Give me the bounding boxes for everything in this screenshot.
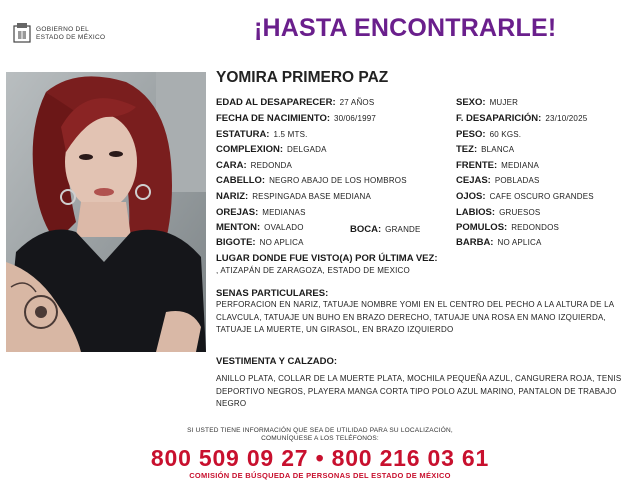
- field-label: CEJAS:: [456, 175, 491, 186]
- field-value: 1.5 MTS.: [273, 130, 308, 139]
- field-labios: [456, 206, 540, 219]
- field-label: POMULOS:: [456, 222, 508, 233]
- field-label: NARIZ:: [216, 191, 249, 202]
- field-value: MEDIANAS: [262, 208, 306, 217]
- field-value: POBLADAS: [494, 176, 540, 185]
- field-pomulos: [456, 221, 559, 234]
- phone-numbers[interactable]: 800 509 09 27 • 800 216 03 61: [150, 445, 490, 471]
- field-menton: [216, 221, 304, 234]
- field-label: FECHA DE NACIMIENTO:: [216, 113, 330, 124]
- field-label: PESO:: [456, 129, 486, 140]
- person-name: YOMIRA PRIMERO PAZ: [216, 69, 389, 86]
- field-fecha-nacimiento: [216, 112, 376, 125]
- field-ojos: [456, 190, 594, 203]
- field-value: NO APLICA: [259, 238, 304, 247]
- field-value: MEDIANA: [501, 161, 540, 170]
- field-barba: [456, 236, 542, 249]
- field-value: NO APLICA: [497, 238, 542, 247]
- field-value: 23/10/2025: [545, 114, 588, 123]
- field-estatura: [216, 128, 308, 141]
- field-value: GRANDE: [385, 225, 421, 234]
- field-nariz: [216, 190, 371, 203]
- government-logo: [12, 22, 122, 46]
- field-label: BARBA:: [456, 237, 494, 248]
- field-cejas: [456, 174, 540, 187]
- contact-note-line-1: SI USTED TIENE INFORMACIÓN QUE SEA DE UTILIDAD PARA SU LOCALIZACIÓN,: [187, 427, 453, 434]
- field-label: EDAD AL DESAPARECER:: [216, 97, 336, 108]
- field-value: REDONDOS: [511, 223, 560, 232]
- field-value: MUJER: [489, 98, 519, 107]
- field-complexion: [216, 143, 327, 156]
- footer-organization: COMISIÓN DE BÚSQUEDA DE PERSONAS DEL ESTADO DE MÉXICO: [189, 471, 451, 480]
- last-seen-text: , ATIZAPÁN DE ZARAGOZA, ESTADO DE MEXICO: [216, 266, 410, 275]
- state-seal-icon: [12, 22, 32, 44]
- clothing-text: ANILLO PLATA, COLLAR DE LA MUERTE PLATA, MOCHILA PEQUEÑA AZUL, CANGURERA ROJA, TENIS DEPORTIVO NEGROS, PLAYERA MANGA CORTA TIPO POLO AZUL MARINO, PANTALON DE TRABAJO NEGRO: [216, 374, 622, 408]
- field-label: FRENTE:: [456, 160, 498, 171]
- field-bigote: [216, 236, 304, 249]
- clothing-title: VESTIMENTA Y CALZADO:: [216, 356, 338, 367]
- field-label: CARA:: [216, 160, 247, 171]
- last-seen-title: LUGAR DONDE FUE VISTO(A) POR ÚLTIMA VEZ:: [216, 253, 438, 264]
- field-boca: [350, 223, 421, 236]
- headline: ¡HASTA ENCONTRARLE!: [254, 14, 557, 42]
- particulars-text: PERFORACION EN NARIZ, TATUAJE NOMBRE YOMI EN EL CENTRO DEL PECHO A LA ALTURA DE LA CLAVCULA, TATUAJE UN BUHO EN BRAZO DERECHO, TATUAJE UNA ROSA EN MANO IZQUIERDA, TATUAJE LA MUERTE, UN GIRASOL, EN BRAZO IZQUIERDO: [216, 300, 614, 334]
- field-edad: [216, 96, 374, 109]
- field-frente: [456, 159, 539, 172]
- field-cara: [216, 159, 292, 172]
- gov-line-2: ESTADO DE MÉXICO: [36, 34, 106, 41]
- field-value: BLANCA: [481, 145, 515, 154]
- field-peso: [456, 128, 521, 141]
- field-label: LABIOS:: [456, 207, 496, 218]
- field-value: RESPINGADA BASE MEDIANA: [252, 192, 372, 201]
- particulars-title: SENAS PARTICULARES:: [216, 288, 329, 299]
- field-orejas: [216, 206, 306, 219]
- contact-note-line-2: COMUNÍQUESE A LOS TELÉFONOS:: [261, 435, 379, 442]
- field-tez: [456, 143, 514, 156]
- gov-line-1: GOBIERNO DEL: [36, 26, 90, 33]
- field-value: DELGADA: [287, 145, 327, 154]
- field-value: CAFE OSCURO GRANDES: [489, 192, 594, 201]
- field-label: BIGOTE:: [216, 237, 256, 248]
- person-photo: [6, 72, 206, 352]
- field-label: F. DESAPARICIÓN:: [456, 113, 542, 124]
- field-label: COMPLEXION:: [216, 144, 284, 155]
- field-label: OJOS:: [456, 191, 486, 202]
- field-value: 60 KGS.: [489, 130, 522, 139]
- field-label: TEZ:: [456, 144, 478, 155]
- field-label: BOCA:: [350, 224, 382, 235]
- field-sexo: [456, 96, 518, 109]
- field-label: CABELLO:: [216, 175, 266, 186]
- field-value: GRUESOS: [499, 208, 541, 217]
- field-label: SEXO:: [456, 97, 486, 108]
- field-value: NEGRO ABAJO DE LOS HOMBROS: [269, 176, 407, 185]
- field-label: OREJAS:: [216, 207, 259, 218]
- field-label: ESTATURA:: [216, 129, 270, 140]
- field-cabello: [216, 174, 407, 187]
- field-fecha-desaparicion: [456, 112, 587, 125]
- field-label: MENTON:: [216, 222, 261, 233]
- field-value: 27 AÑOS: [339, 98, 375, 107]
- field-value: OVALADO: [264, 223, 304, 232]
- field-value: REDONDA: [250, 161, 293, 170]
- field-value: 30/06/1997: [334, 114, 377, 123]
- contact-note: [0, 427, 640, 443]
